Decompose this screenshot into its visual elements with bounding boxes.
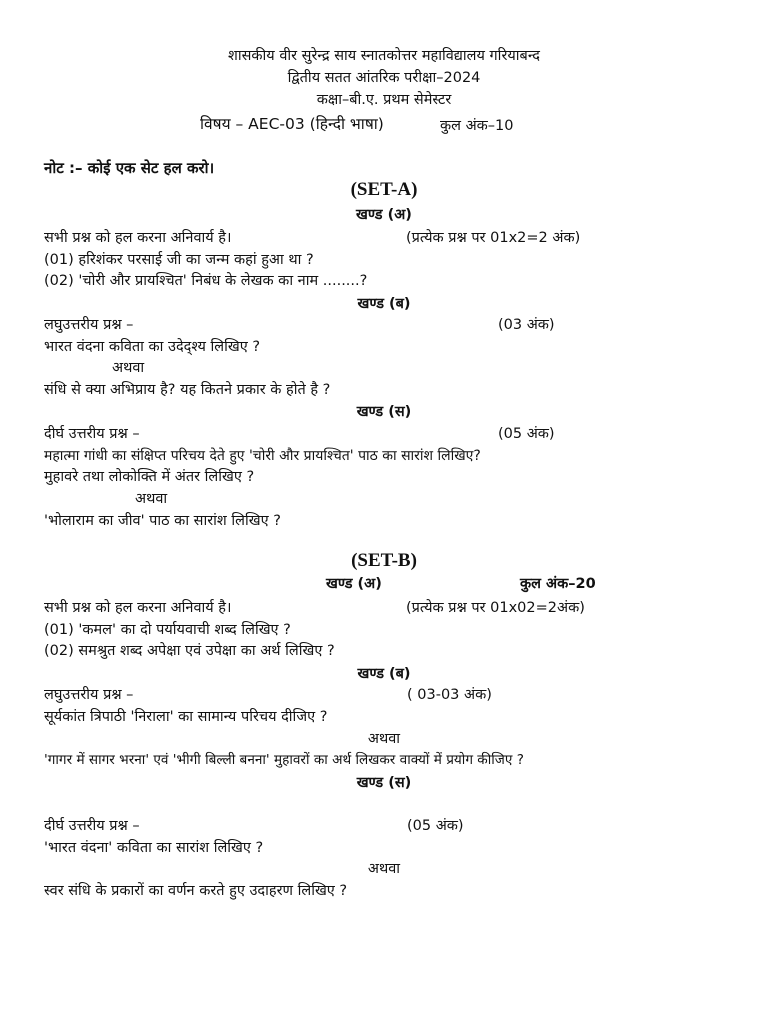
set-b-title: (SET-B) [351, 550, 417, 571]
set-a-long-question-2: 'भोलाराम का जीव' पाठ का सारांश लिखिए ? [44, 513, 281, 529]
set-a-or-1: अथवा [112, 360, 145, 376]
set-a-question-2: (02) 'चोरी और प्रायश्चित' निबंध के लेखक का नाम ........? [44, 273, 368, 289]
set-b-total-marks: कुल अंक–20 [520, 576, 596, 592]
set-b-marks-c: (05 अंक) [407, 818, 464, 834]
college-name: शासकीय वीर सुरेन्द्र साय स्नातकोत्तर महाविद्यालय गरियाबन्द [228, 48, 540, 64]
set-a-marks-c: (05 अंक) [498, 426, 555, 442]
note: नोट :– कोई एक सेट हल करो। [44, 159, 215, 177]
set-b-short-label: लघुउत्तरीय प्रश्न – [44, 687, 134, 703]
set-b-section-b: खण्ड (ब) [357, 666, 411, 682]
set-b-question-1: (01) 'कमल' का दो पर्यायवाची शब्द लिखिए ? [44, 622, 291, 638]
subject-line: विषय – AEC-03 (हिन्दी भाषा) [200, 115, 384, 133]
class-line: कक्षा–बी.ए. प्रथम सेमेस्टर [316, 92, 452, 108]
set-b-marks-b: ( 03-03 अंक) [407, 687, 492, 703]
set-b-short-question-1: सूर्यकांत त्रिपाठी 'निराला' का सामान्य परिचय दीजिए ? [44, 709, 328, 725]
set-b-short-question-2: 'गागर में सागर भरना' एवं 'भीगी बिल्ली बनना' मुहावरों का अर्थ लिखकर वाक्यों में प्रयोग कीजिए ? [44, 752, 524, 768]
set-a-short-label: लघुउत्तरीय प्रश्न – [44, 317, 134, 333]
set-b-long-label: दीर्घ उत्तरीय प्रश्न – [44, 818, 140, 834]
set-b-marks-a: (प्रत्येक प्रश्न पर 01x02=2अंक) [406, 600, 585, 616]
set-a-marks-b: (03 अंक) [498, 317, 555, 333]
set-a-section-a: खण्ड (अ) [356, 207, 412, 223]
set-a-title: (SET-A) [350, 179, 418, 200]
set-a-short-question-2: संधि से क्या अभिप्राय है? यह कितने प्रकार के होते है ? [44, 382, 331, 398]
set-b-long-question-1: 'भारत वंदना' कविता का सारांश लिखिए ? [44, 840, 264, 856]
set-a-long-question-1: महात्मा गांधी का संक्षिप्त परिचय देते हुए 'चोरी और प्रायश्चित' पाठ का सारांश लिखिए? [44, 448, 481, 464]
set-a-section-c: खण्ड (स) [356, 404, 412, 420]
set-a-or-2: अथवा [135, 491, 168, 507]
set-b-or-2: अथवा [367, 861, 401, 877]
set-a-question-1: (01) हरिशंकर परसाई जी का जन्म कहां हुआ था ? [44, 252, 314, 268]
set-b-long-question-2: स्वर संधि के प्रकारों का वर्णन करते हुए उदाहरण लिखिए ? [44, 883, 348, 899]
set-b-section-a: खण्ड (अ) [326, 576, 382, 592]
exam-title: द्वितीय सतत आंतरिक परीक्षा–2024 [287, 70, 481, 86]
set-a-long-label: दीर्घ उत्तरीय प्रश्न – [44, 426, 140, 442]
set-a-instruction: सभी प्रश्न को हल करना अनिवार्य है। [44, 230, 232, 246]
set-b-or-1: अथवा [367, 731, 401, 747]
set-a-long-question-1b: मुहावरे तथा लोकोक्ति में अंतर लिखिए ? [44, 469, 255, 485]
set-b-section-c: खण्ड (स) [356, 775, 412, 791]
set-a-short-question-1: भारत वंदना कविता का उदेद्श्य लिखिए ? [44, 339, 261, 355]
set-a-section-b: खण्ड (ब) [357, 296, 411, 312]
set-a-marks-a: (प्रत्येक प्रश्न पर 01x2=2 अंक) [406, 230, 581, 246]
set-b-instruction: सभी प्रश्न को हल करना अनिवार्य है। [44, 600, 232, 616]
total-marks: कुल अंक–10 [440, 118, 514, 134]
set-b-question-2: (02) समश्रुत शब्द अपेक्षा एवं उपेक्षा का अर्थ लिखिए ? [44, 643, 335, 659]
